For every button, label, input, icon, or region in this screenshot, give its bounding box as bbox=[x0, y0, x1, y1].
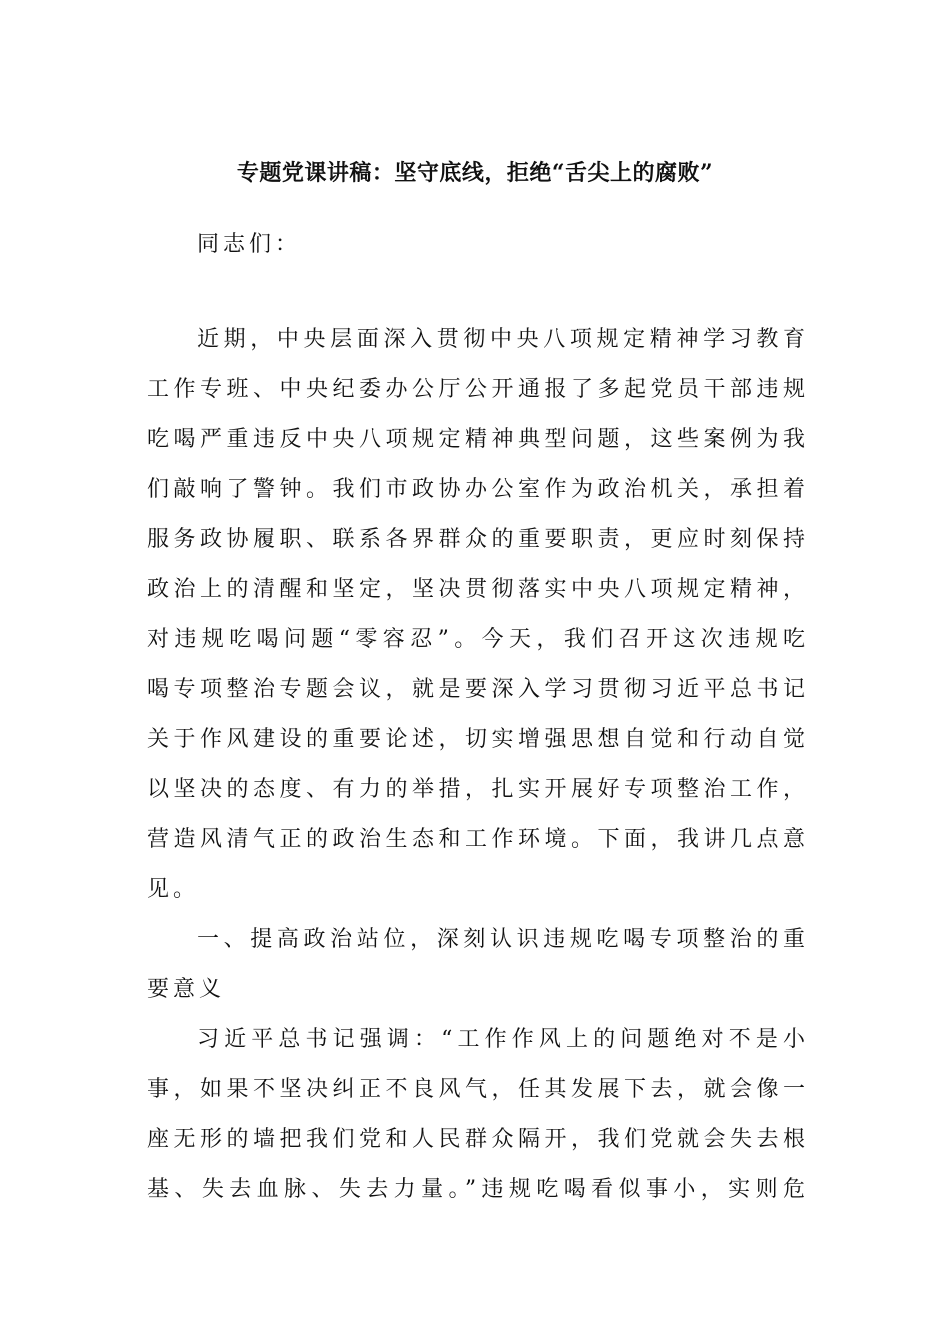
paragraph bbox=[147, 315, 805, 915]
document-title: 专题党课讲稿：坚守底线，拒绝“舌尖上的腐败” bbox=[236, 160, 714, 186]
text-line: 以坚决的态度、有力的举措，扎实开展好专项整治工作， bbox=[147, 777, 805, 802]
text-line: 工作专班、中央纪委办公厅公开通报了多起党员干部违规 bbox=[147, 377, 805, 402]
text-line: 服务政协履职、联系各界群众的重要职责，更应时刻保持 bbox=[147, 527, 805, 552]
text-line: 营造风清气正的政治生态和工作环境。下面，我讲几点意 bbox=[147, 827, 805, 852]
paragraph bbox=[147, 1015, 805, 1215]
text-line: 事，如果不坚决纠正不良风气，任其发展下去，就会像一 bbox=[147, 1077, 805, 1102]
text-line: 对违规吃喝问题“零容忍”。今天，我们召开这次违规吃 bbox=[147, 627, 805, 652]
text-line: 喝专项整治专题会议，就是要深入学习贯彻习近平总书记 bbox=[147, 677, 805, 702]
text-line: 近期，中央层面深入贯彻中央八项规定精神学习教育 bbox=[197, 327, 805, 352]
text-line: 见。 bbox=[147, 877, 200, 902]
text-line: 吃喝严重违反中央八项规定精神典型问题，这些案例为我 bbox=[147, 427, 805, 452]
text-line: 政治上的清醒和坚定，坚决贯彻落实中央八项规定精神， bbox=[147, 577, 805, 602]
text-line: 关于作风建设的重要论述，切实增强思想自觉和行动自觉 bbox=[147, 727, 805, 752]
text-line: 习近平总书记强调：“工作作风上的问题绝对不是小 bbox=[197, 1027, 805, 1052]
text-line: 们敲响了警钟。我们市政协办公室作为政治机关，承担着 bbox=[147, 477, 805, 502]
greeting: 同志们： bbox=[197, 232, 302, 257]
section-heading bbox=[147, 915, 805, 1015]
document-body bbox=[147, 220, 805, 1215]
text-line: 要意义 bbox=[147, 977, 226, 1002]
text-line: 一、提高政治站位，深刻认识违规吃喝专项整治的重 bbox=[197, 927, 805, 952]
text-line: 基、失去血脉、失去力量。”违规吃喝看似事小，实则危 bbox=[147, 1177, 805, 1202]
paragraphs bbox=[147, 315, 805, 1215]
text-line: 座无形的墙把我们党和人民群众隔开，我们党就会失去根 bbox=[147, 1127, 805, 1152]
